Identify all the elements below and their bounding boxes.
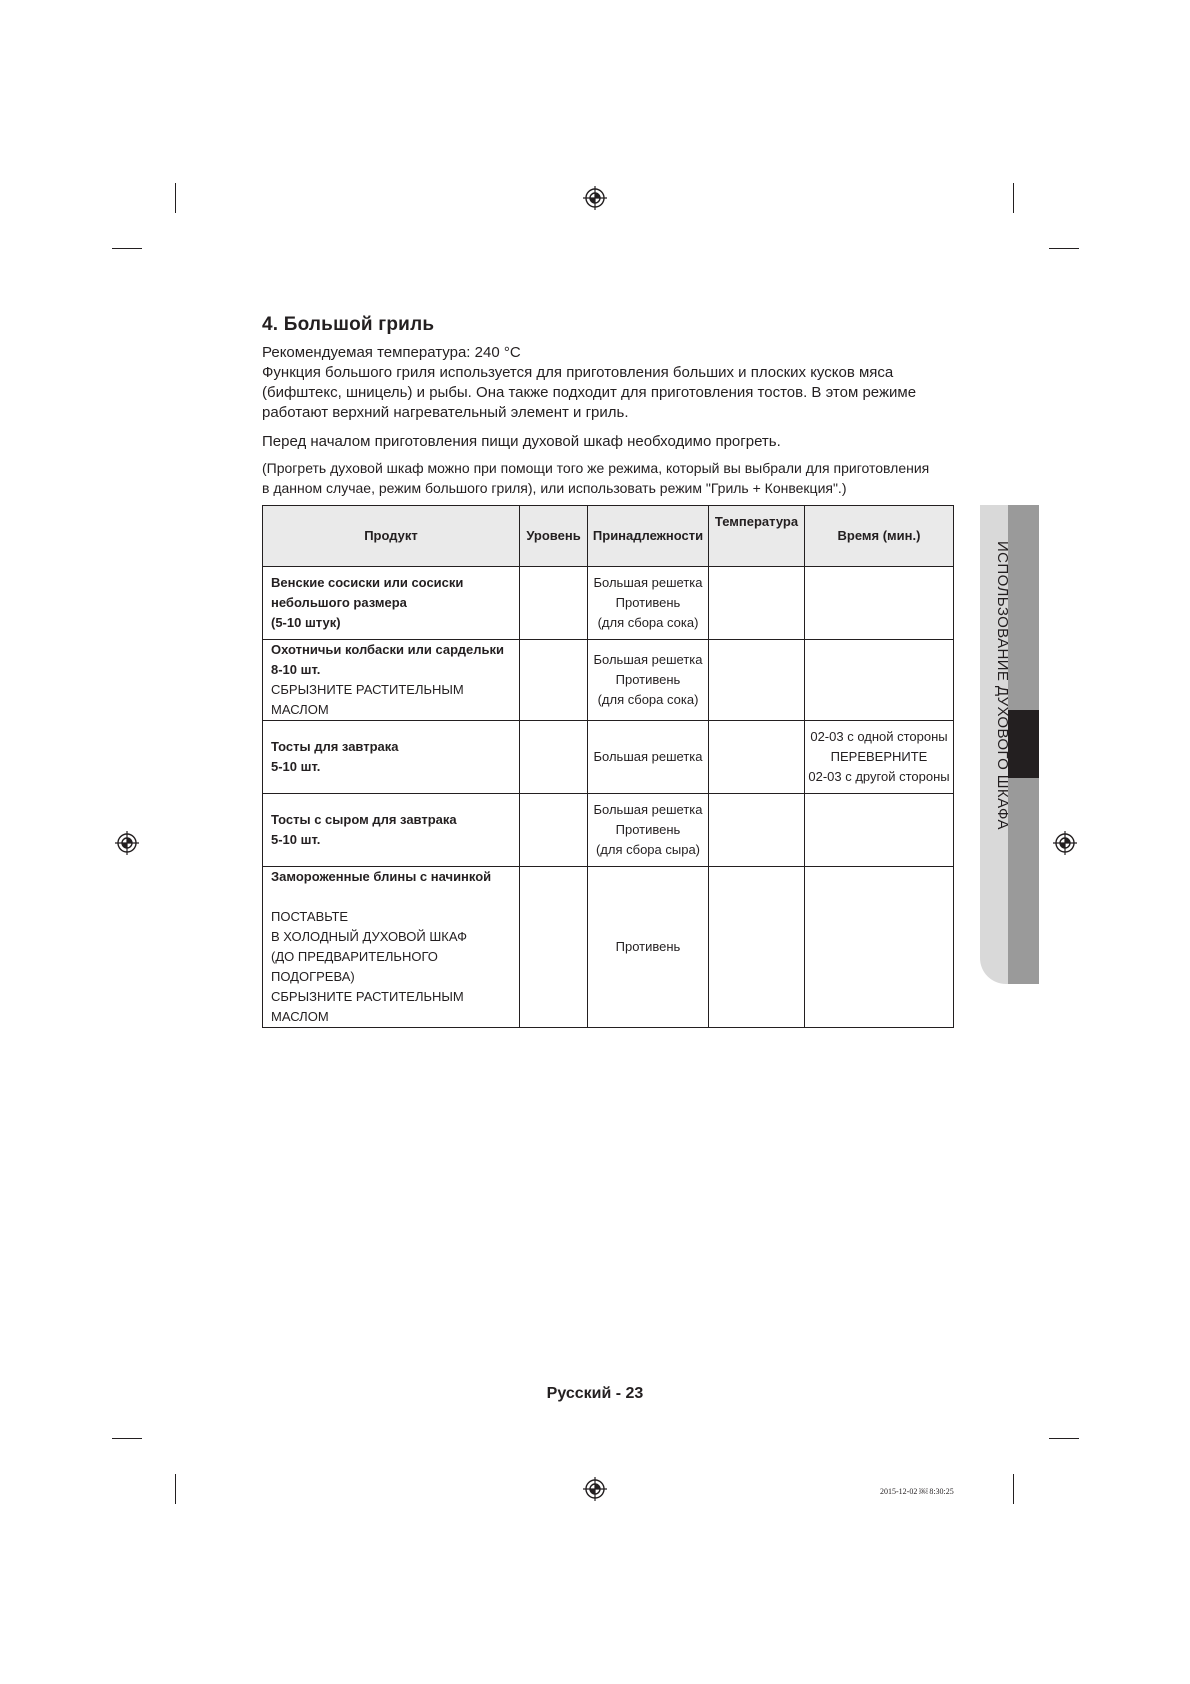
level-cell <box>520 721 588 794</box>
time-cell <box>805 721 954 794</box>
print-stamp: 2015-12-02 ￼ 8:30:25 <box>880 1487 954 1496</box>
side-tab-label: ИСПОЛЬЗОВАНИЕ ДУХОВОГО ШКАФА <box>994 541 1011 830</box>
temperature-cell <box>709 640 805 721</box>
product-instruction: СБРЫЗНИТЕ РАСТИТЕЛЬНЫМ МАСЛОМ <box>271 682 464 717</box>
note-line: (Прогреть духовой шкаф можно при помощи того же режима, который вы выбрали для приготовления <box>262 460 930 476</box>
spacer <box>271 887 519 907</box>
page-number: Русский - 23 <box>546 1385 644 1402</box>
time-instruction: ПЕРЕВЕРНИТЕ <box>830 749 928 764</box>
preheat-note <box>262 458 962 498</box>
product-name: Тосты с сыром для завтрака <box>271 812 457 827</box>
crop-mark <box>112 248 142 249</box>
table-row <box>263 567 954 640</box>
registration-mark-icon <box>583 1477 607 1501</box>
product-instruction: СБРЫЗНИТЕ РАСТИТЕЛЬНЫМ МАСЛОМ <box>271 989 464 1024</box>
accessories-cell <box>588 567 709 640</box>
product-instruction: В ХОЛОДНЫЙ ДУХОВОЙ ШКАФ <box>271 929 467 944</box>
accessories-cell <box>588 867 709 1028</box>
description-line: (бифштекс, шницель) и рыбы. Она также подходит для приготовления тостов. В этом режиме <box>262 384 917 401</box>
recommended-temperature: Рекомендуемая температура: 240 °C <box>262 344 521 361</box>
accessory: Противень <box>615 672 681 687</box>
header-level: Уровень <box>520 506 588 567</box>
product-cell <box>263 640 520 721</box>
crop-mark <box>1013 183 1014 213</box>
temperature-cell <box>709 721 805 794</box>
section-title: 4. Большой гриль <box>262 314 435 335</box>
side-tab-indicator <box>1008 710 1039 778</box>
table-row <box>263 640 954 721</box>
time-cell <box>805 867 954 1028</box>
accessories-cell <box>588 640 709 721</box>
temperature-cell <box>709 567 805 640</box>
product-quantity: 5-10 шт. <box>271 759 321 774</box>
crop-mark <box>112 1438 142 1439</box>
description-line: Функция большого гриля используется для приготовления больших и плоских кусков мяса <box>262 364 894 381</box>
accessories-cell <box>588 721 709 794</box>
time-value: 02-03 с другой стороны <box>808 769 950 784</box>
product-cell <box>263 867 520 1028</box>
preheat-instruction: Перед началом приготовления пищи духовой шкаф необходимо прогреть. <box>262 433 781 450</box>
accessory: Большая решетка <box>593 652 703 667</box>
accessories-cell <box>588 794 709 867</box>
accessory: Противень <box>615 822 681 837</box>
product-instruction: ПОСТАВЬТЕ <box>271 909 349 924</box>
header-temperature: Температура <box>709 506 805 567</box>
registration-mark-icon <box>583 186 607 210</box>
product-quantity: 5-10 шт. <box>271 832 321 847</box>
product-name: небольшого размера <box>271 595 407 610</box>
crop-mark <box>1013 1474 1014 1504</box>
accessory: (для сбора сока) <box>597 692 699 707</box>
accessory: Противень <box>615 939 681 954</box>
accessory: Большая решетка <box>593 749 703 764</box>
table-row <box>263 721 954 794</box>
level-cell <box>520 567 588 640</box>
time-value: 02-03 с одной стороны <box>810 729 948 744</box>
temperature-cell <box>709 867 805 1028</box>
product-cell <box>263 721 520 794</box>
product-instruction: (ДО ПРЕДВАРИТЕЛЬНОГО ПОДОГРЕВА) <box>271 949 438 984</box>
function-description <box>262 363 962 423</box>
time-cell <box>805 794 954 867</box>
accessory: (для сбора сока) <box>597 615 699 630</box>
header-time: Время (мин.) <box>805 506 954 567</box>
level-cell <box>520 640 588 721</box>
crop-mark <box>175 183 176 213</box>
crop-mark <box>175 1474 176 1504</box>
registration-mark-icon <box>1053 831 1077 855</box>
time-cell <box>805 567 954 640</box>
product-quantity: 8-10 шт. <box>271 662 321 677</box>
time-cell <box>805 640 954 721</box>
product-name: Венские сосиски или сосиски <box>271 575 464 590</box>
accessory: Большая решетка <box>593 575 703 590</box>
temperature-cell <box>709 794 805 867</box>
accessory: Противень <box>615 595 681 610</box>
product-quantity: (5-10 штук) <box>271 615 341 630</box>
crop-mark <box>1049 248 1079 249</box>
table-row <box>263 794 954 867</box>
cooking-table <box>262 505 954 1028</box>
header-product: Продукт <box>263 506 520 567</box>
registration-mark-icon <box>115 831 139 855</box>
description-line: работают верхний нагревательный элемент и гриль. <box>262 404 629 421</box>
note-line: в данном случае, режим большого гриля), или использовать режим "Гриль + Конвекция".) <box>262 480 847 496</box>
product-name: Охотничьи колбаски или сардельки <box>271 642 504 657</box>
table-row <box>263 867 954 1028</box>
product-name: Замороженные блины с начинкой <box>271 869 492 884</box>
product-cell <box>263 794 520 867</box>
level-cell <box>520 794 588 867</box>
product-cell <box>263 567 520 640</box>
header-accessories: Принадлежности <box>588 506 709 567</box>
product-name: Тосты для завтрака <box>271 739 399 754</box>
crop-mark <box>1049 1438 1079 1439</box>
accessory: (для сбора сыра) <box>595 842 701 857</box>
accessory: Большая решетка <box>593 802 703 817</box>
table-header-row <box>263 506 954 567</box>
level-cell <box>520 867 588 1028</box>
